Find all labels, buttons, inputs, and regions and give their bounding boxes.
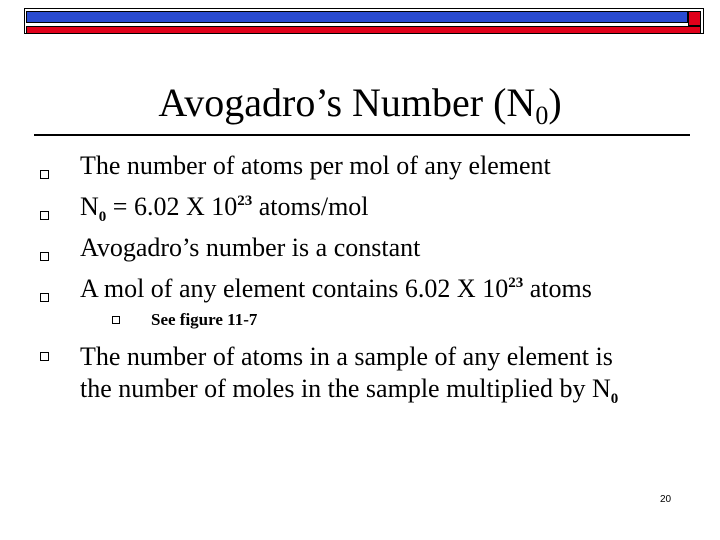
bullet-text-post: atoms/mol	[252, 192, 369, 221]
title-divider	[34, 134, 690, 136]
bullet-text-post: atoms	[523, 274, 592, 303]
bullet-text-mid: = 6.02 X 10	[106, 192, 238, 221]
header-red-bar	[26, 26, 701, 34]
bullet-item: The number of atoms per mol of any element	[80, 151, 551, 180]
sub-bullet-item: See figure 11-7	[151, 310, 258, 329]
bullet-text-n: N	[80, 192, 99, 221]
bullet-subscript: 0	[610, 391, 619, 407]
bullet-text-pre: the number of moles in the sample multiplied by N	[80, 374, 611, 403]
hollow-square-icon	[112, 316, 120, 324]
header-blue-bar	[26, 11, 688, 23]
page-number: 20	[660, 494, 672, 505]
bullet-text-pre: A mol of any element contains 6.02 X 10	[80, 274, 509, 303]
header-red-square	[688, 11, 701, 26]
bullet-superscript: 23	[508, 275, 524, 291]
hollow-square-icon	[40, 293, 49, 302]
bullet-item-line2	[80, 371, 618, 407]
slide-title	[0, 80, 720, 130]
bullet-item	[80, 271, 592, 307]
title-subscript: 0	[535, 101, 549, 130]
title-close: )	[548, 80, 562, 125]
bullet-subscript: 0	[98, 209, 107, 225]
hollow-square-icon	[40, 252, 49, 261]
hollow-square-icon	[40, 352, 49, 361]
title-text: Avogadro’s Number (N	[158, 80, 536, 125]
bullet-item: Avogadro’s number is a constant	[80, 233, 421, 262]
bullet-superscript: 23	[237, 193, 253, 209]
bullet-item	[80, 189, 369, 225]
hollow-square-icon	[40, 170, 49, 179]
bullet-item-line1: The number of atoms in a sample of any element is	[80, 342, 613, 371]
hollow-square-icon	[40, 211, 49, 220]
